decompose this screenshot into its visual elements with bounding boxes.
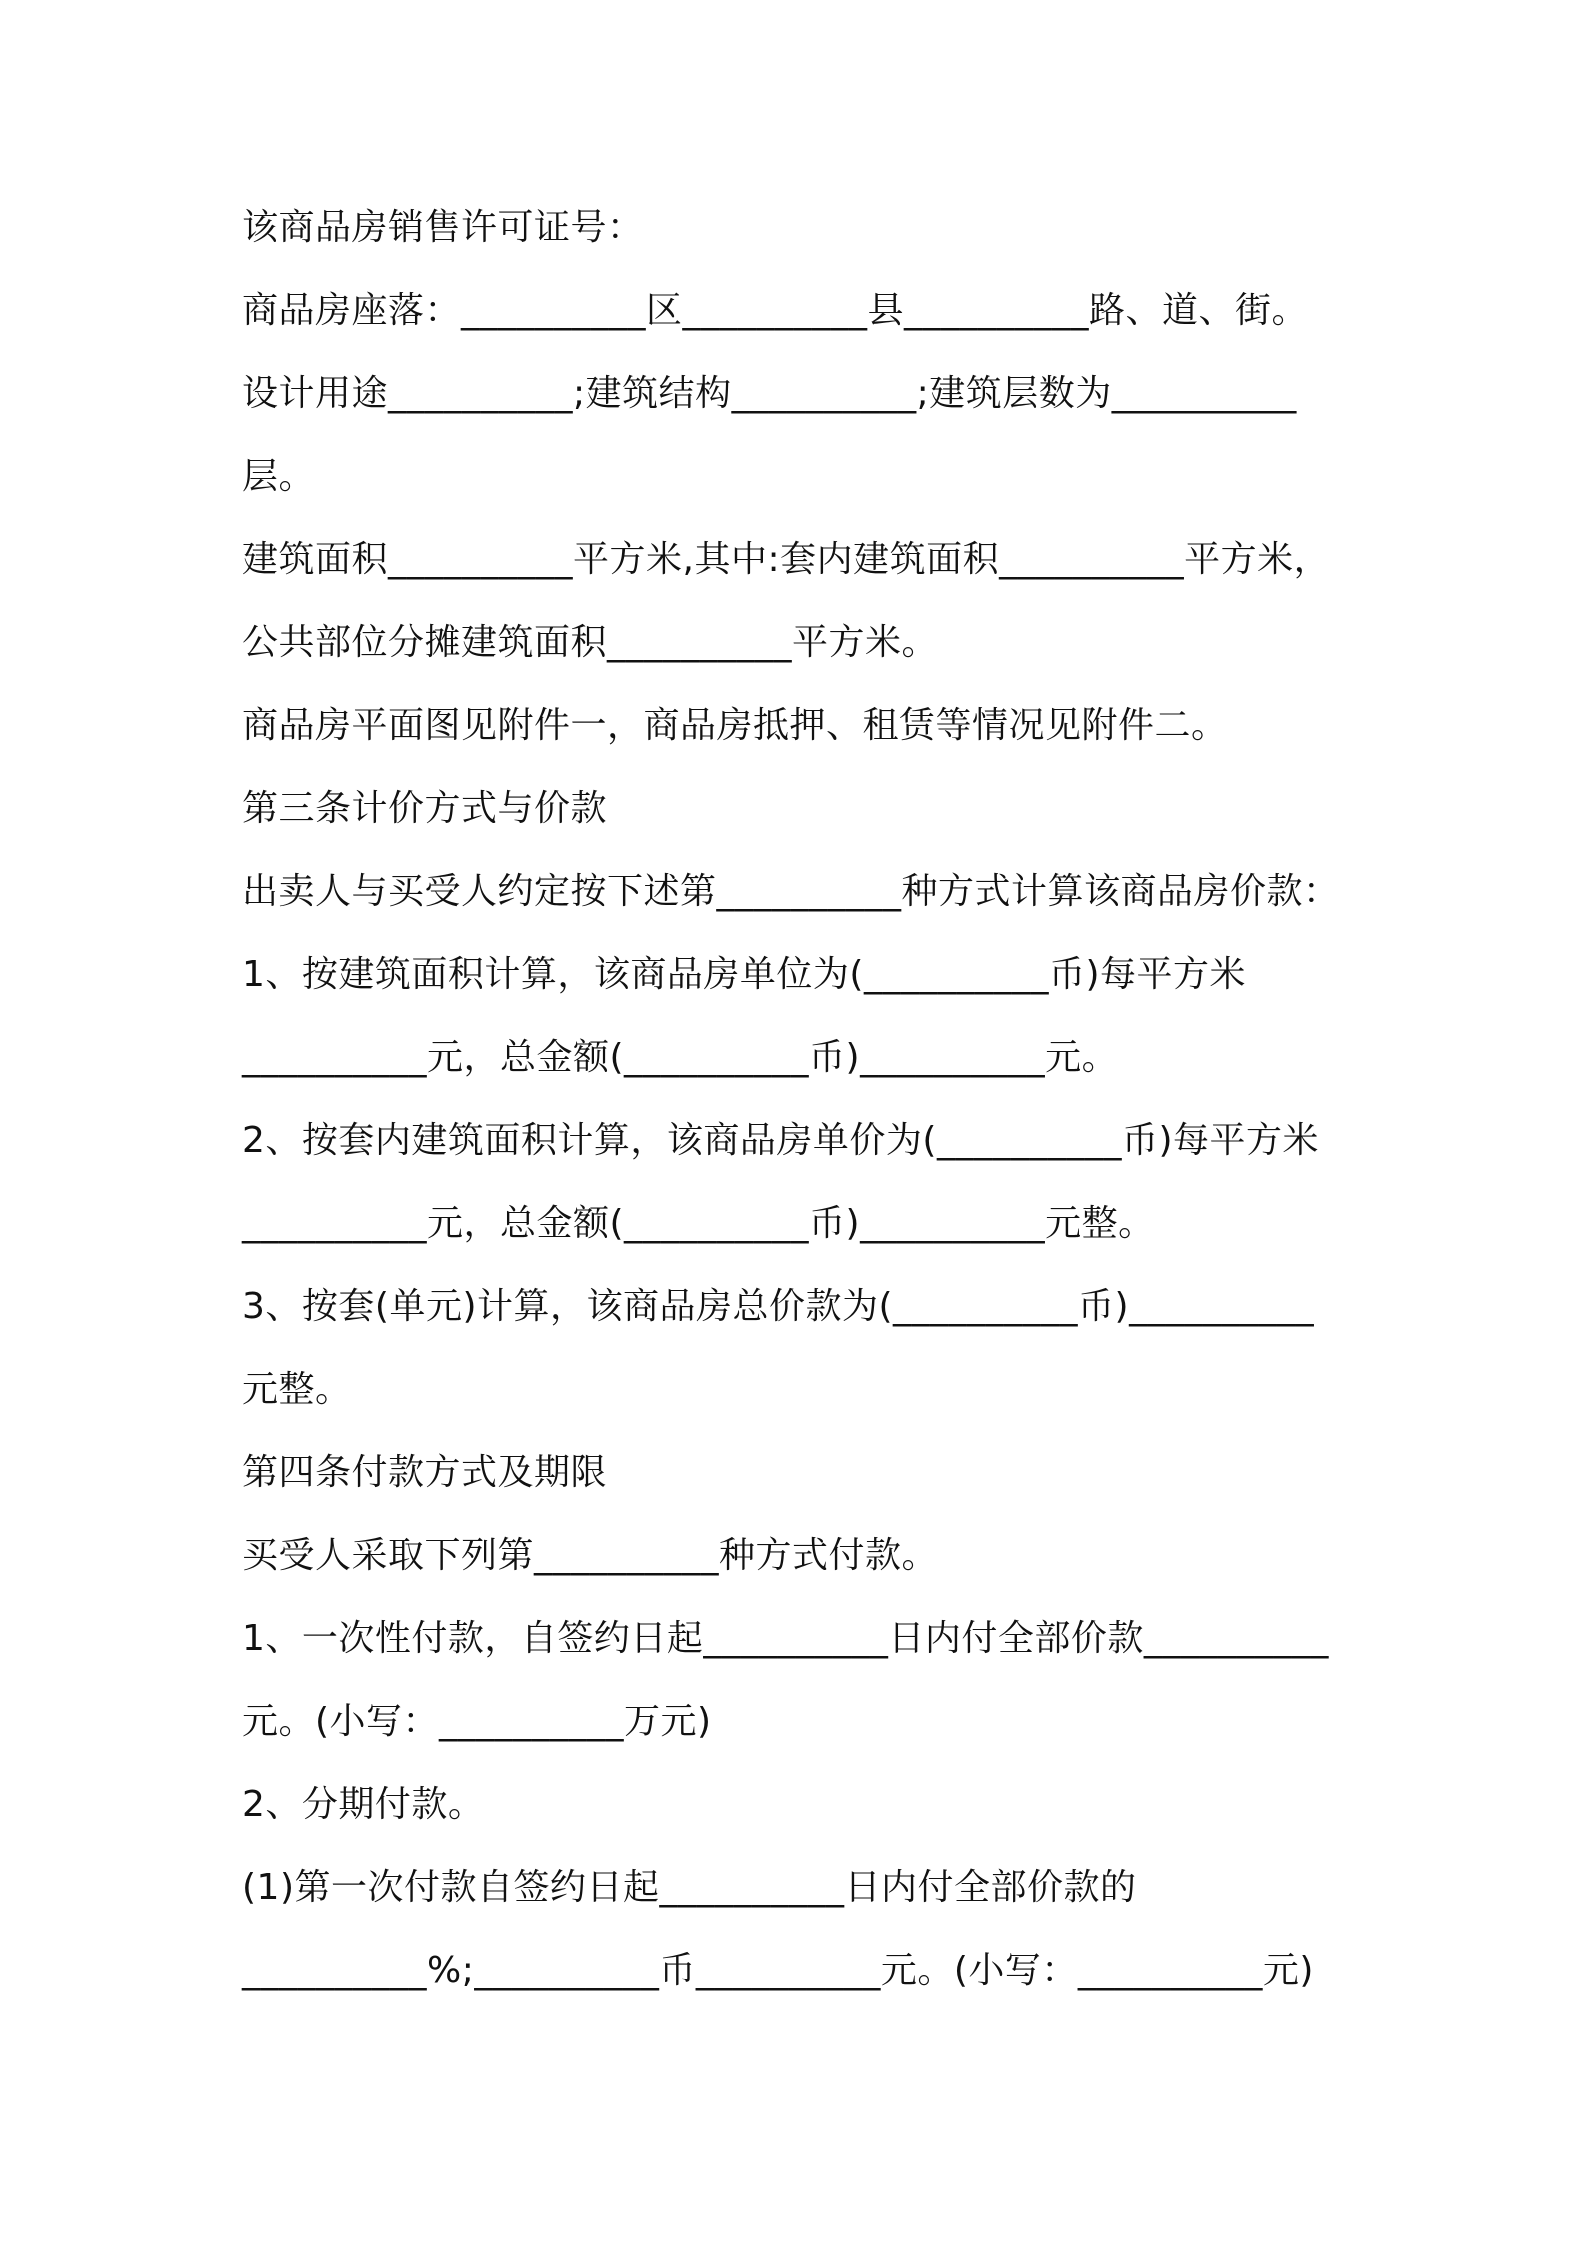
attachment-line: 商品房平面图见附件一，商品房抵押、租赁等情况见附件二。: [242, 705, 1228, 746]
first-installment-line: (1)第一次付款自签约日起__________日内付全部价款的: [242, 1867, 1137, 1908]
method-two-amount-line: __________元，总金额(__________币)__________元整。: [242, 1203, 1155, 1244]
sales-permit-line: 该商品房销售许可证号：: [242, 207, 644, 248]
method-three-amount-line: 元整。: [242, 1369, 352, 1410]
lump-sum-line: 1、一次性付款，自签约日起__________日内付全部价款__________: [242, 1618, 1329, 1659]
shared-area-line: 公共部位分摊建筑面积__________平方米。: [242, 622, 939, 663]
method-three-line: 3、按套(单元)计算，该商品房总价款为(__________币)__________: [242, 1286, 1315, 1327]
payment-method-line: 买受人采取下列第__________种方式付款。: [242, 1535, 939, 1576]
design-use-line: 设计用途__________;建筑结构__________;建筑层数为__________: [242, 373, 1297, 414]
article-three-heading: 第三条计价方式与价款: [242, 788, 608, 829]
article-four-heading: 第四条付款方式及期限: [242, 1452, 608, 1493]
lump-sum-amount-line: 元。(小写：__________万元): [242, 1701, 712, 1742]
method-one-line: 1、按建筑面积计算，该商品房单位为(__________币)每平方米: [242, 954, 1246, 995]
floor-unit-line: 层。: [242, 456, 316, 497]
method-one-amount-line: __________元，总金额(__________币)__________元。: [242, 1037, 1119, 1078]
installment-line: 2、分期付款。: [242, 1784, 485, 1825]
pricing-method-line: 出卖人与买受人约定按下述第__________种方式计算该商品房价款：: [242, 871, 1340, 912]
property-location-line: 商品房座落：__________区__________县__________路、道、街。: [242, 290, 1309, 331]
first-installment-amount-line: __________%;__________币__________元。(小写：__________元): [242, 1950, 1314, 1991]
building-area-line: 建筑面积__________平方米,其中:套内建筑面积__________平方米，: [242, 539, 1331, 580]
method-two-line: 2、按套内建筑面积计算，该商品房单价为(__________币)每平方米: [242, 1120, 1319, 1161]
